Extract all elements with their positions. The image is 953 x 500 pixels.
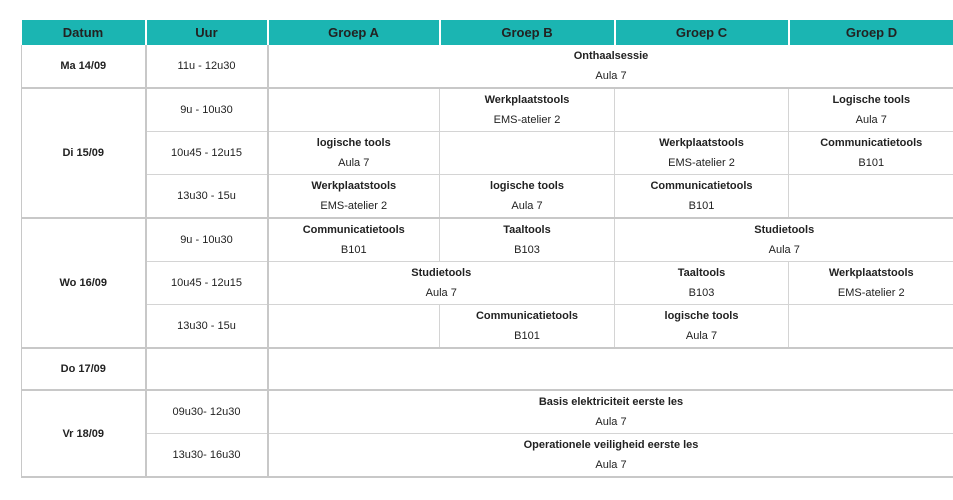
header-groep-b: Groep B <box>440 20 615 45</box>
event-ma-1-all <box>268 45 953 88</box>
event-di-3-a <box>268 175 440 219</box>
row-vr-1 <box>22 390 953 434</box>
row-ma-1 <box>22 45 953 88</box>
event-di-3-d-empty <box>789 175 953 219</box>
day-di: Di 15/09 <box>22 88 146 218</box>
event-vr-2-all <box>268 434 953 478</box>
event-title: Logische tools <box>832 94 911 106</box>
event-wo-2-c <box>615 262 789 305</box>
event-location: EMS-atelier 2 <box>320 200 388 212</box>
event-location: EMS-atelier 2 <box>493 114 561 126</box>
event-di-3-c <box>615 175 789 219</box>
event-location: B101 <box>858 157 885 169</box>
time-di-1: 9u - 10u30 <box>146 88 268 132</box>
event-title: Operationele veiligheid eerste les <box>523 439 699 451</box>
event-location: B103 <box>514 244 540 256</box>
event-title: Communicatietools <box>650 180 753 192</box>
header-groep-c: Groep C <box>615 20 789 45</box>
day-ma: Ma 14/09 <box>22 45 146 88</box>
event-location: Aula 7 <box>855 114 887 126</box>
row-di-3 <box>22 175 953 219</box>
event-wo-3-c <box>615 305 789 349</box>
event-location: EMS-atelier 2 <box>837 287 905 299</box>
time-di-3: 13u30 - 15u <box>146 175 268 219</box>
event-di-2-a <box>268 132 440 175</box>
row-di-2 <box>22 132 953 175</box>
event-di-3-b <box>440 175 615 219</box>
event-title: Studietools <box>754 224 815 236</box>
event-location: Aula 7 <box>425 287 457 299</box>
header-groep-a: Groep A <box>268 20 440 45</box>
time-wo-1: 9u - 10u30 <box>146 218 268 262</box>
row-vr-2 <box>22 434 953 478</box>
event-wo-2-d <box>789 262 953 305</box>
event-wo-1-cd <box>615 218 953 262</box>
time-ma-1: 11u - 12u30 <box>146 45 268 88</box>
event-di-1-a-empty <box>268 88 440 132</box>
day-wo: Wo 16/09 <box>22 218 146 348</box>
event-location: EMS-atelier 2 <box>668 157 735 169</box>
row-wo-3 <box>22 305 953 349</box>
event-wo-3-d-empty <box>789 305 953 349</box>
row-di-1 <box>22 88 953 132</box>
event-location: Aula 7 <box>511 200 543 212</box>
event-title: logische tools <box>490 180 564 192</box>
event-title: Taaltools <box>503 224 551 236</box>
event-title: Communicatietools <box>302 224 405 236</box>
event-di-1-d <box>789 88 953 132</box>
header-datum: Datum <box>22 20 146 45</box>
event-title: Werkplaatstools <box>484 94 570 106</box>
event-wo-1-a <box>268 218 440 262</box>
schedule-table <box>21 20 953 478</box>
event-title: Studietools <box>411 267 472 279</box>
event-title: Werkplaatstools <box>311 180 397 192</box>
event-location: Aula 7 <box>595 70 627 82</box>
event-wo-3-b <box>440 305 615 349</box>
time-wo-3: 13u30 - 15u <box>146 305 268 349</box>
event-location: B101 <box>514 330 540 342</box>
time-wo-2: 10u45 - 12u15 <box>146 262 268 305</box>
event-title: Basis elektriciteit eerste les <box>538 396 684 408</box>
header-groep-d: Groep D <box>789 20 953 45</box>
row-wo-2 <box>22 262 953 305</box>
row-wo-1 <box>22 218 953 262</box>
event-title: Communicatietools <box>475 310 579 322</box>
event-wo-2-ab <box>268 262 615 305</box>
event-location: B103 <box>688 287 715 299</box>
event-title: Onthaalsessie <box>573 50 649 62</box>
time-di-2: 10u45 - 12u15 <box>146 132 268 175</box>
event-location: B101 <box>688 200 715 212</box>
event-di-1-c-empty <box>615 88 789 132</box>
event-di-2-b-empty <box>440 132 615 175</box>
event-location: Aula 7 <box>338 157 370 169</box>
event-title: Communicatietools <box>820 137 923 149</box>
event-vr-1-all <box>268 390 953 434</box>
event-location: Aula 7 <box>768 244 800 256</box>
event-location: Aula 7 <box>595 416 627 428</box>
event-title: logische tools <box>316 137 391 149</box>
time-vr-2: 13u30- 16u30 <box>146 434 268 478</box>
time-do-empty <box>146 348 268 390</box>
event-do-empty <box>268 348 953 390</box>
day-do: Do 17/09 <box>22 348 146 390</box>
event-wo-1-b <box>440 218 615 262</box>
row-do-1 <box>22 348 953 390</box>
event-location: Aula 7 <box>685 330 718 342</box>
event-di-2-c <box>615 132 789 175</box>
event-title: Werkplaatstools <box>828 267 914 279</box>
event-title: Werkplaatstools <box>659 137 744 149</box>
header-uur: Uur <box>146 20 268 45</box>
event-title: logische tools <box>664 310 739 322</box>
header-row <box>22 20 953 45</box>
event-di-1-b <box>440 88 615 132</box>
event-di-2-d <box>789 132 953 175</box>
event-location: B101 <box>340 244 367 256</box>
time-vr-1: 09u30- 12u30 <box>146 390 268 434</box>
event-location: Aula 7 <box>595 459 627 471</box>
event-wo-3-a-empty <box>268 305 440 349</box>
day-vr: Vr 18/09 <box>22 390 146 477</box>
event-title: Taaltools <box>677 267 726 279</box>
